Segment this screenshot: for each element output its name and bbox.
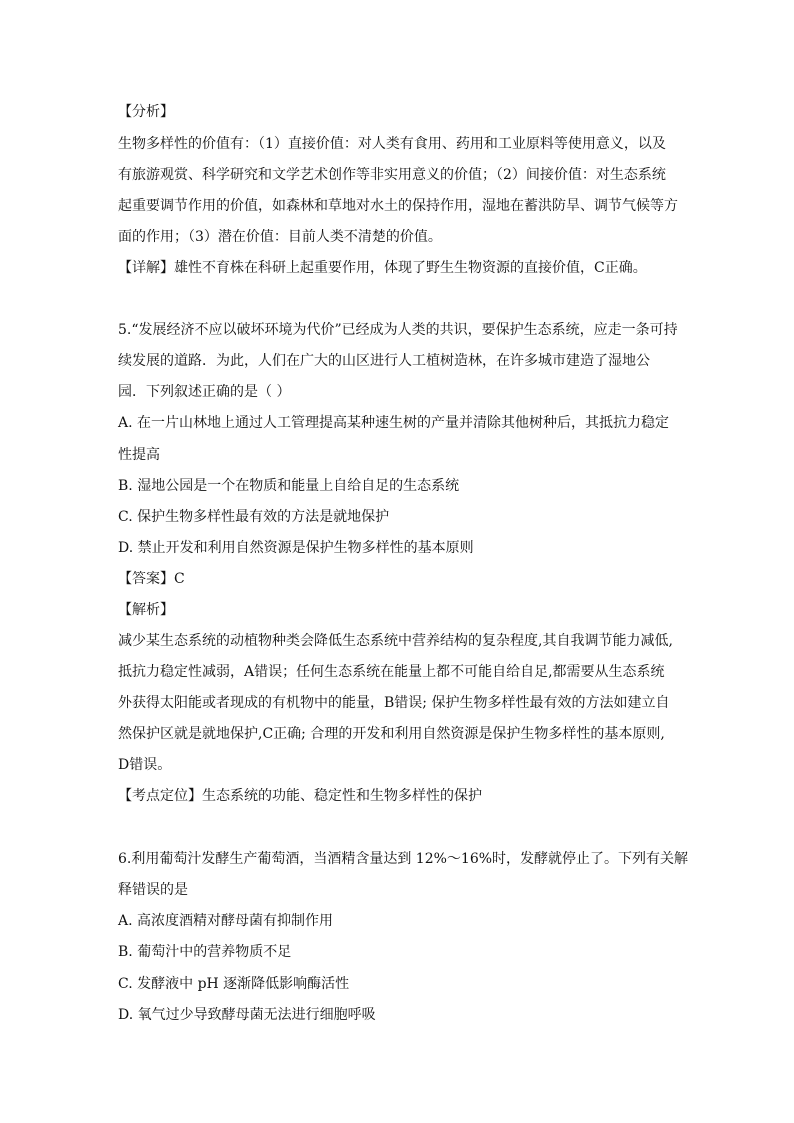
- analysis-line: 起重要调节作用的价值，如森林和草地对水土的保持作用，湿地在蓄洪防旱、调节气候等方: [118, 198, 678, 214]
- q6-option-c: C. 发酵液中 pH 逐渐降低影响酶活性: [118, 976, 350, 992]
- q6-option-a: A. 高浓度酒精对酵母菌有抑制作用: [118, 913, 334, 929]
- q5-explanation-header: 【解析】: [118, 602, 174, 618]
- q5-explanation-line: 外获得太阳能或者现成的有机物中的能量，B错误; 保护生物多样性最有效的方法如建立自: [118, 695, 670, 711]
- analysis-header: 【分析】: [118, 104, 174, 120]
- q6-stem-line: 释错误的是: [118, 882, 188, 898]
- q5-option-a: A. 在一片山林地上通过人工管理提高某种速生树的产量并清除其他树种后，其抵抗力稳定: [118, 415, 670, 431]
- q5-explanation-line: D错误。: [118, 757, 172, 773]
- q5-explanation-line: 然保护区就是就地保护,C正确; 合理的开发和利用自然资源是保护生物多样性的基本原则,: [118, 726, 665, 742]
- detail-line: 【详解】雄性不育株在科研上起重要作用，体现了野生生物资源的直接价值，C正确。: [118, 260, 647, 276]
- q6-option-b: B. 葡萄汁中的营养物质不足: [118, 944, 292, 960]
- q5-option-a-cont: 性提高: [118, 447, 160, 463]
- q5-option-c: C. 保护生物多样性最有效的方法是就地保护: [118, 509, 390, 525]
- q6-option-d: D. 氧气过少导致酵母菌无法进行细胞呼吸: [118, 1007, 376, 1023]
- q5-option-b: B. 湿地公园是一个在物质和能量上自给自足的生态系统: [118, 478, 460, 494]
- q5-stem-line: 园．下列叙述正确的是（ ）: [118, 384, 291, 400]
- q5-stem-line: 续发展的道路．为此，人们在广大的山区进行人工植树造林，在许多城市建造了湿地公: [118, 353, 650, 369]
- q5-answer: 【答案】C: [118, 571, 185, 587]
- q5-option-d: D. 禁止开发和利用自然资源是保护生物多样性的基本原则: [118, 540, 474, 556]
- q5-explanation-line: 抵抗力稳定性减弱，A错误；任何生态系统在能量上都不可能自给自足,都需要从生态系统: [118, 664, 665, 680]
- analysis-line: 面的作用；（3）潜在价值：目前人类不清楚的价值。: [118, 229, 442, 245]
- q6-stem-line: 6.利用葡萄汁发酵生产葡萄酒，当酒精含量达到 12%～16%时，发酵就停止了。下列有关解: [118, 851, 689, 867]
- q5-stem-line: 5.“发展经济不应以破坏环境为代价”已经成为人类的共识，要保护生态系统，应走一条可持: [118, 322, 678, 338]
- analysis-line: 生物多样性的价值有：（1）直接价值：对人类有食用、药用和工业原料等使用意义，以及: [118, 136, 666, 152]
- analysis-line: 有旅游观赏、科学研究和文学艺术创作等非实用意义的价值；（2）间接价值：对生态系统: [118, 167, 666, 183]
- q5-explanation-line: 减少某生态系统的动植物种类会降低生态系统中营养结构的复杂程度,其自我调节能力减低,: [118, 633, 673, 649]
- q5-kaodian: 【考点定位】生态系统的功能、稳定性和生物多样性的保护: [118, 788, 482, 804]
